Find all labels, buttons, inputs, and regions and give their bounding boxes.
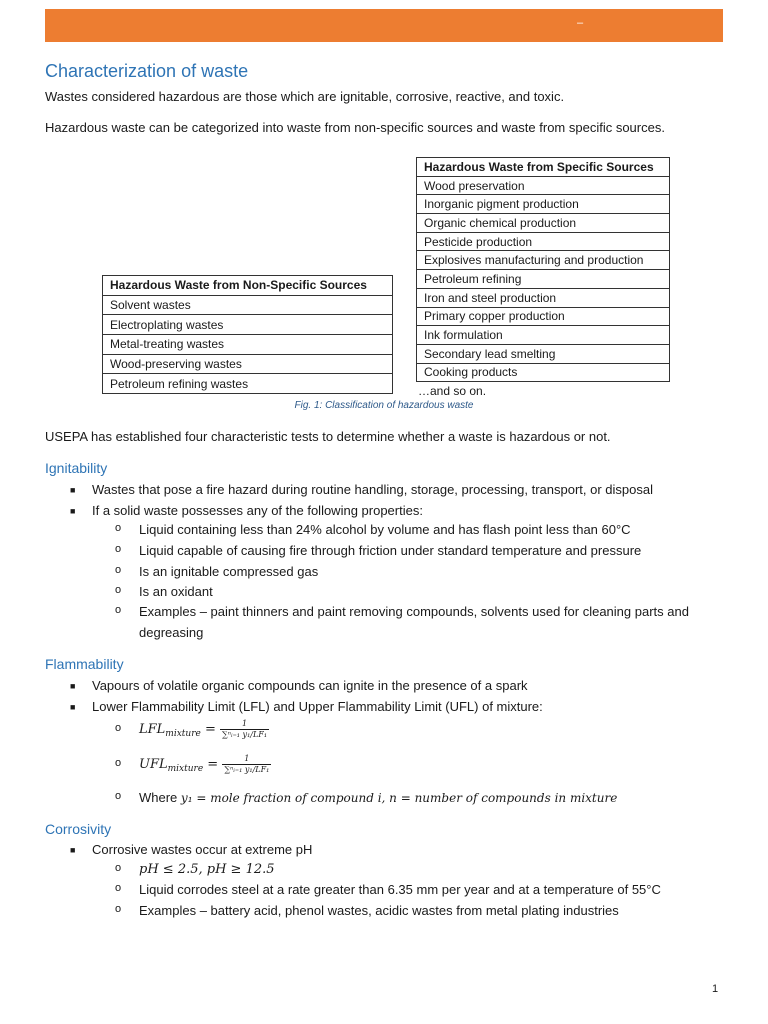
table-row: Secondary lead smelting xyxy=(417,344,670,363)
circle-bullet-icon: o xyxy=(115,543,122,555)
corrosivity-heading: Corrosivity xyxy=(45,821,112,837)
page-number: 1 xyxy=(712,983,719,995)
table-row: Primary copper production xyxy=(417,307,670,326)
circle-bullet-icon: o xyxy=(115,790,122,802)
table-row: Petroleum refining xyxy=(417,270,670,289)
table-row: Wood preservation xyxy=(417,176,670,195)
table-row: Ink formulation xyxy=(417,326,670,345)
specific-sources-table xyxy=(416,157,670,382)
circle-bullet-icon: o xyxy=(115,882,122,894)
table-row: Metal-treating wastes xyxy=(103,335,393,355)
circle-bullet-icon: o xyxy=(115,862,122,874)
square-bullet-icon: ■ xyxy=(70,485,76,495)
table-row: Organic chemical production xyxy=(417,214,670,233)
header-bar xyxy=(45,9,723,42)
circle-bullet-icon: o xyxy=(115,564,122,576)
circle-bullet-icon: o xyxy=(115,722,122,734)
table-row: Solvent wastes xyxy=(103,295,393,315)
and-so-on-note: …and so on. xyxy=(418,384,487,398)
table-row: Wood-preserving wastes xyxy=(103,354,393,374)
table-row: Inorganic pigment production xyxy=(417,195,670,214)
figure-caption: Fig. 1: Classification of hazardous waste xyxy=(294,400,474,411)
circle-bullet-icon: o xyxy=(115,584,122,596)
non-specific-sources-header: Hazardous Waste from Non-Specific Sources xyxy=(103,276,393,296)
square-bullet-icon: ■ xyxy=(70,681,76,691)
ignitability-heading: Ignitability xyxy=(45,460,108,476)
flammability-heading: Flammability xyxy=(45,656,124,672)
table-row: Pesticide production xyxy=(417,232,670,251)
non-specific-sources-table xyxy=(102,275,393,394)
circle-bullet-icon: o xyxy=(115,903,122,915)
intro-paragraph-1: Wastes considered hazardous are those which are ignitable, corrosive, reactive, and toxic. xyxy=(45,89,565,104)
square-bullet-icon: ■ xyxy=(70,702,76,712)
specific-sources-header: Hazardous Waste from Specific Sources xyxy=(417,158,670,177)
circle-bullet-icon: o xyxy=(115,604,122,616)
square-bullet-icon: ■ xyxy=(70,506,76,516)
header-mark: – xyxy=(577,17,584,29)
ufl-fraction: $\frac{1}{\text{∑ⁿᵢ₌₁ y₁/LF₁}}$ xyxy=(224,754,270,774)
table-row: Petroleum refining wastes xyxy=(103,374,393,394)
page-title: Characterization of waste xyxy=(45,61,249,81)
usepa-paragraph: USEPA has established four characteristic tests to determine whether a waste is hazardous or not. xyxy=(45,429,611,444)
table-row: Iron and steel production xyxy=(417,288,670,307)
table-row: Electroplating wastes xyxy=(103,315,393,335)
lfl-fraction: $\frac{1}{\text{∑ⁿᵢ₌₁ y₁/LF₁}}$ xyxy=(222,719,268,739)
table-row: Explosives manufacturing and production xyxy=(417,251,670,270)
intro-paragraph-2: Hazardous waste can be categorized into waste from non-specific sources and waste from specific sources. xyxy=(45,120,665,135)
circle-bullet-icon: o xyxy=(115,522,122,534)
square-bullet-icon: ■ xyxy=(70,845,76,855)
table-row: Cooking products xyxy=(417,363,670,382)
circle-bullet-icon: o xyxy=(115,757,122,769)
